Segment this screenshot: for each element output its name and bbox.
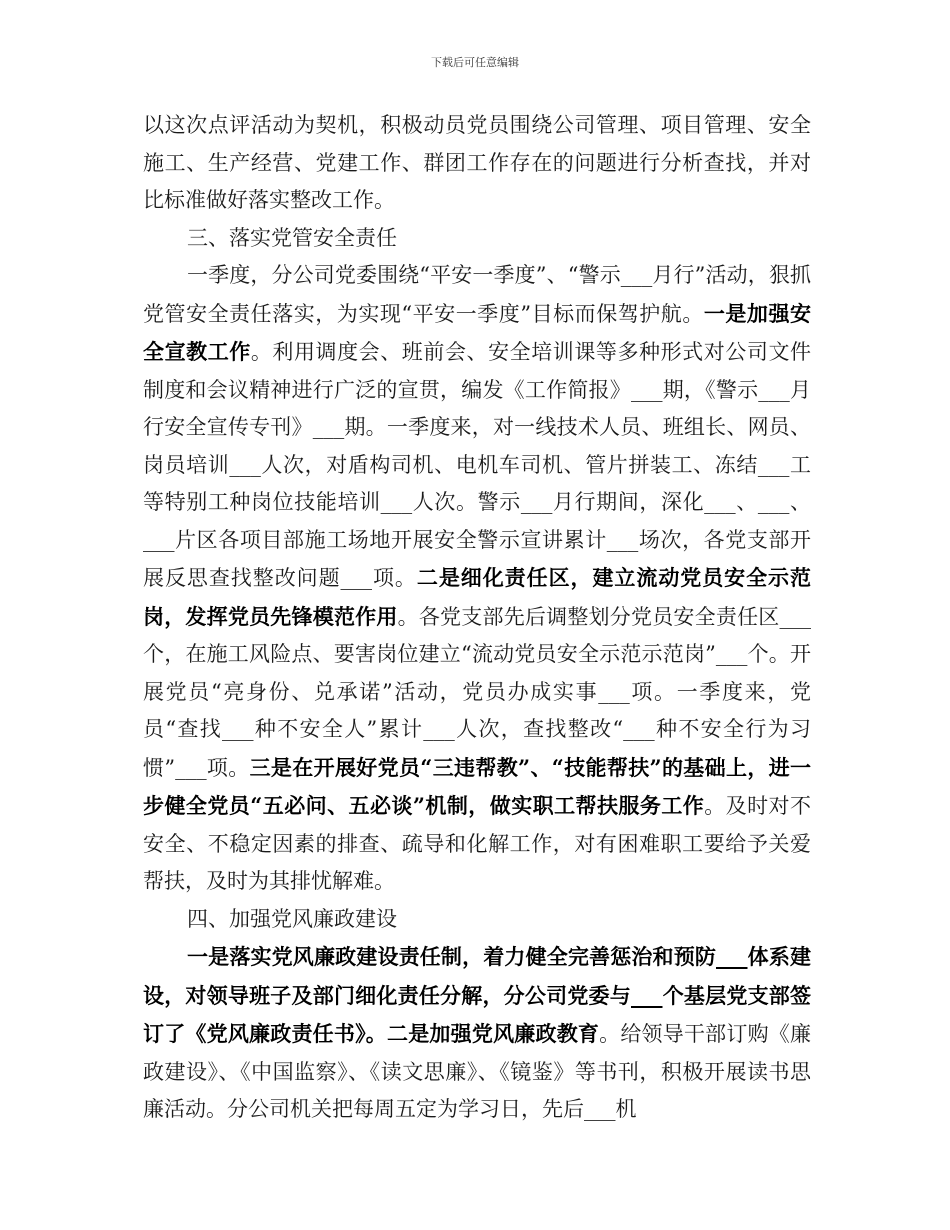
bold-text-run: 一是加强安全宣教工作 (143, 300, 811, 364)
body-paragraph (143, 107, 811, 220)
text-run: 。及时对不安全、不稳定因素的排查、疏导和化解工作，对有困难职工要给予关爱帮扶，及时为其排忧解难。 (143, 794, 812, 893)
section-heading (143, 220, 811, 258)
section-heading (143, 901, 811, 939)
body-paragraph (143, 257, 811, 901)
text-run: 以这次点评活动为契机，积极动员党员围绕公司管理、项目管理、安全施工、生产经营、党建工作、群团工作存在的问题进行分析查找，并对比标准做好落实整改工作。 (143, 113, 811, 212)
bold-text-run: 一是落实党风廉政建设责任制，着力健全完善惩治和预防___体系建设，对领导班子及部门细化责任分解，分公司党委与___个基层党支部签订了《党风廉政责任书》。二是加强党风廉政教育 (143, 944, 811, 1046)
bold-text-run: 二是细化责任区，建立流动党员安全示范岗，发挥党员先锋模范作用 (143, 565, 812, 629)
text-run: 一季度，分公司党委围绕“平安一季度”、“警示___月行”活动，狠抓党管安全责任落实，为实现“平安一季度”目标而保驾护航。 (143, 263, 811, 326)
text-run: 四、加强党风廉政建设 (187, 906, 397, 931)
text-run: 三、落实党管安全责任 (187, 225, 397, 250)
text-run: 。利用调度会、班前会、安全培训课等多种形式对公司文件制度和会议精神进行广泛的宣贯，编发《工作简报》___期，《警示___月行安全宣传专刊》___期。一季度来，对一线技术人员、班组长、网员、岗员培训___人次，对盾构司机、电机车司机、管片拼装工、冻结___工等特别工种岗位技能培训___人次。警示___月行期间，深化___、___、___片区各项目部施工场地开展安全警示宣讲累计___场次，各党支部开展反思查找整改问题___项。 (143, 340, 812, 590)
text-run: 。给领导干部订购《廉政建设》、《中国监察》、《读文思廉》、《镜鉴》等书刊，积极开展读书思廉活动。分公司机关把每周五定为学习日，先后___机 (143, 1022, 812, 1121)
page-header: 下载后可任意编辑 (431, 56, 519, 69)
document-body (143, 107, 811, 1129)
bold-text-run: 三是在开展好党员“三违帮教”、“技能帮扶”的基础上，进一步健全党员“五必问、五必谈”机制，做实职工帮扶服务工作 (143, 754, 811, 818)
body-paragraph (143, 938, 811, 1129)
text-run: 。各党支部先后调整划分党员安全责任区___个，在施工风险点、要害岗位建立“流动党员安全示范示范岗”___个。开展党员“亮身份、兑承诺”活动，党员办成实事___项。一季度来，党员“查找___种不安全人”累计___人次，查找整改“___种不安全行为习惯”___项。 (143, 604, 812, 780)
